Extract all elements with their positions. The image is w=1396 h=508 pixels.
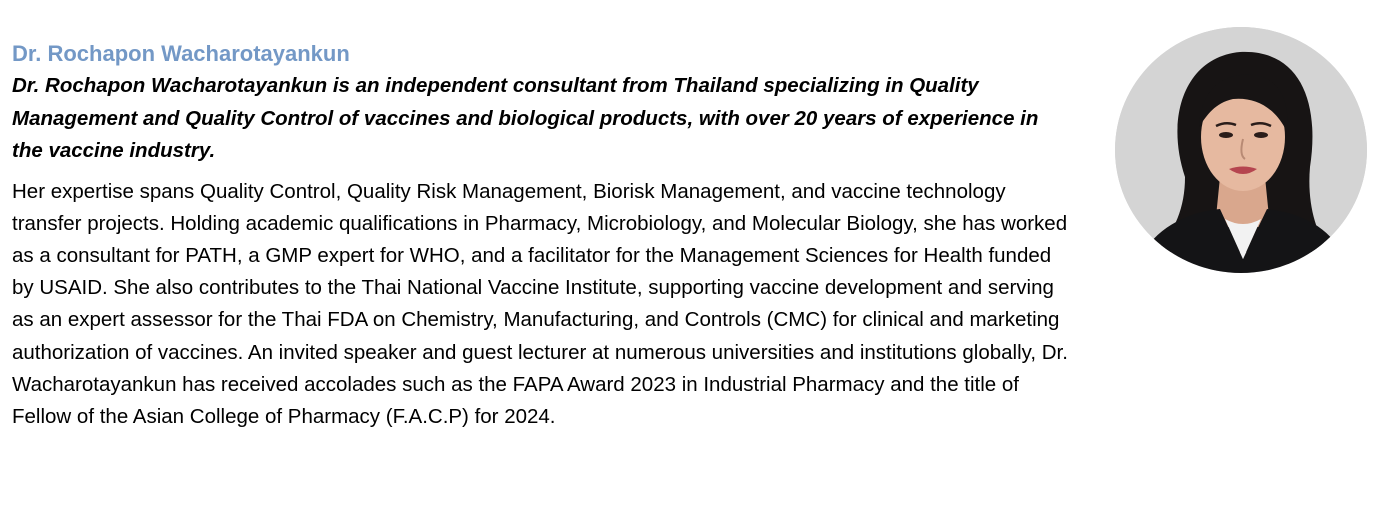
speaker-summary: Dr. Rochapon Wacharotayankun is an independent consultant from Thailand specializing in Quality Management and Quality Control of vaccines and biological products, with over 20 years of experience in the vaccine industry.: [12, 74, 1039, 162]
portrait-photo-icon: [1115, 27, 1367, 273]
speaker-biography: Her expertise spans Quality Control, Quality Risk Management, Biorisk Management, and vaccine technology transfer projects. Holding academic qualifications in Pharmacy, Microbiology, and Molecular Biology, she has worked as a consultant for PATH, a GMP expert for WHO, and a facilitator for the Management Sciences for Health funded by USAID. She also contributes to the Thai National Vaccine Institute, supporting vaccine development and serving as an expert assessor for the Thai FDA on Chemistry, Manufacturing, and Controls (CMC) for clinical and marketing authorization of vaccines. An invited speaker and guest lecturer at numerous universities and institutions globally, Dr. Wacharotayankun has received accolades such as the FAPA Award 2023 in Industrial Pharmacy and the title of Fellow of the Asian College of Pharmacy (F.A.C.P) for 2024.: [12, 179, 1068, 428]
speaker-bio-section: [12, 40, 1080, 433]
speaker-portrait: [1115, 27, 1367, 273]
speaker-name: Dr. Rochapon Wacharotayankun: [12, 41, 350, 66]
